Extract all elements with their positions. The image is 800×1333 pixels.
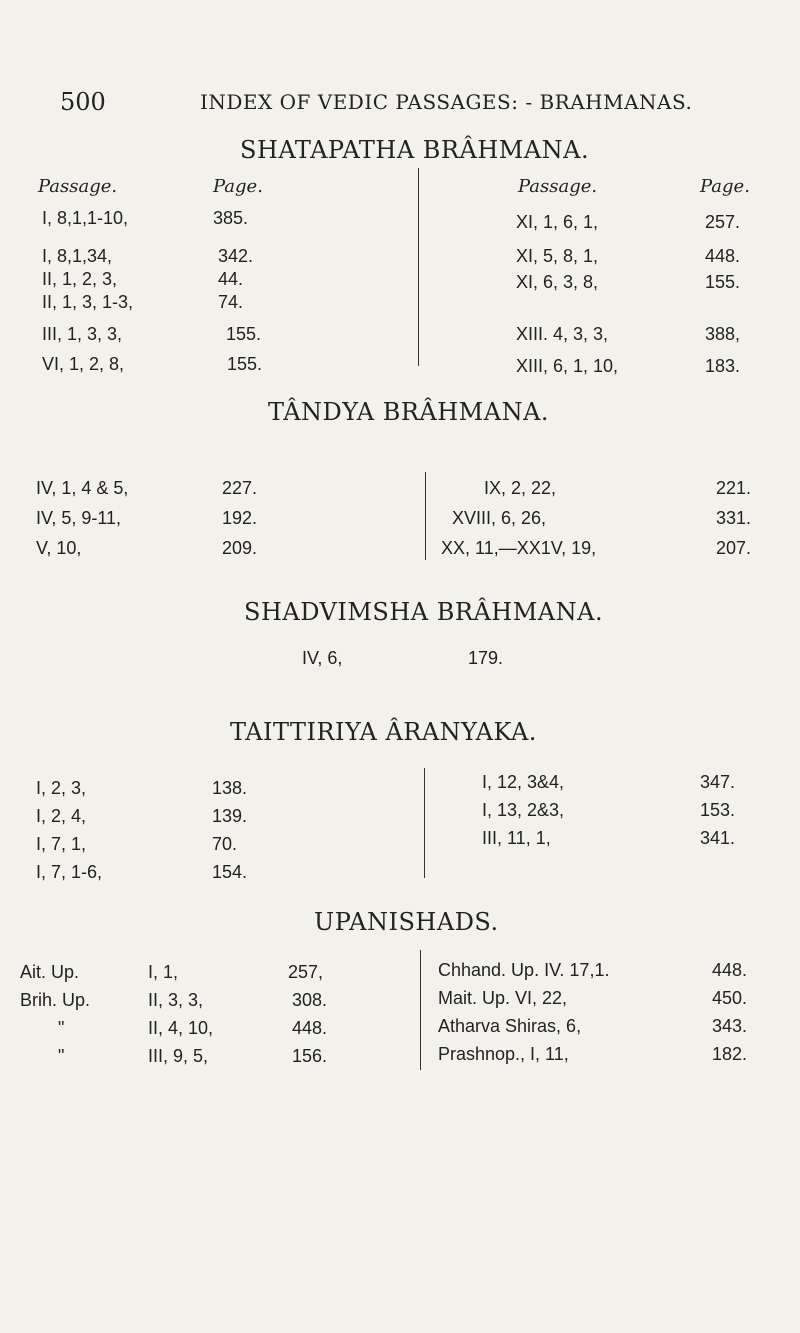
page-ref: 154. [212, 862, 248, 882]
page-ref: 341. [700, 828, 736, 848]
page-ref: 182. [712, 1044, 748, 1064]
page-ref: 155. [227, 354, 263, 374]
page-ref: 343. [712, 1016, 748, 1036]
page-ref: 209. [222, 538, 258, 558]
page-ref: 227. [222, 478, 258, 498]
passage-ref: XI, 5, 8, 1, [516, 246, 599, 266]
page-number: 500 [60, 88, 106, 116]
section-title-shatapatha: SHATAPATHA BRÂHMANA. [240, 136, 590, 164]
page-ref: 192. [222, 508, 258, 528]
page-ref: 138. [212, 778, 248, 798]
passage-ref: I, 2, 4, [36, 806, 87, 826]
work-abbrev: Brih. Up. [20, 990, 91, 1010]
page-ref: 179. [468, 648, 504, 668]
page-ref: 183. [705, 356, 741, 376]
page-ref: 385. [213, 208, 249, 228]
page-ref: 448. [705, 246, 741, 266]
column-header-passage: Passage. [38, 176, 118, 197]
passage-ref: XI, 6, 3, 8, [516, 272, 599, 292]
passage-ref: XIII. 4, 3, 3, [516, 324, 609, 344]
page-ref: 388, [705, 324, 741, 344]
column-divider [418, 168, 419, 366]
passage-ref: I, 12, 3&4, [482, 772, 565, 792]
ditto-mark: " [58, 1018, 65, 1038]
passage-ref: VI, 1, 2, 8, [42, 354, 125, 374]
page-ref: 70. [212, 834, 238, 854]
section-title-tandya: TÂNDYA BRÂHMANA. [268, 398, 550, 426]
page-ref: 207. [716, 538, 752, 558]
running-title: INDEX OF VEDIC PASSAGES: - BRAHMANAS. [200, 90, 693, 114]
passage-ref: XVIII, 6, 26, [452, 508, 547, 528]
page-ref: 257, [288, 962, 324, 982]
passage-ref: IV, 5, 9-11, [36, 508, 122, 528]
page-ref: 342. [218, 246, 254, 266]
passage-ref: Chhand. Up. IV. 17,1. [438, 960, 610, 980]
passage-ref: XIII, 6, 1, 10, [516, 356, 619, 376]
section-title-upanishads: UPANISHADS. [314, 908, 499, 936]
passage-ref: XI, 1, 6, 1, [516, 212, 599, 232]
section-title-taittiriya: TAITTIRIYA ÂRANYAKA. [230, 718, 537, 746]
page-ref: 139. [212, 806, 248, 826]
ditto-mark: " [58, 1046, 65, 1066]
page-ref: 156. [292, 1046, 328, 1066]
page-ref: 308. [292, 990, 328, 1010]
page-ref: 347. [700, 772, 736, 792]
page-ref: 331. [716, 508, 752, 528]
column-header-page: Page. [213, 176, 263, 197]
passage-ref: II, 4, 10, [148, 1018, 214, 1038]
page-ref: 44. [218, 269, 244, 289]
page-ref: 448. [712, 960, 748, 980]
page-ref: 221. [716, 478, 752, 498]
passage-ref: I, 8,1,1-10, [42, 208, 129, 228]
page-ref: 153. [700, 800, 736, 820]
work-abbrev: Ait. Up. [20, 962, 80, 982]
column-divider [420, 950, 421, 1070]
passage-ref: V, 10, [36, 538, 82, 558]
column-header-passage: Passage. [518, 176, 598, 197]
passage-ref: I, 8,1,34, [42, 246, 113, 266]
page-ref: 74. [218, 292, 244, 312]
page-ref: 155. [705, 272, 741, 292]
passage-ref: III, 1, 3, 3, [42, 324, 123, 344]
passage-ref: II, 1, 2, 3, [42, 269, 118, 289]
column-header-page: Page. [700, 176, 750, 197]
column-divider [424, 768, 425, 878]
passage-ref: Atharva Shiras, 6, [438, 1016, 582, 1036]
passage-ref: XX, 11,—XX1V, 19, [441, 538, 597, 558]
page-ref: 155. [226, 324, 262, 344]
passage-ref: IV, 1, 4 & 5, [36, 478, 129, 498]
passage-ref: II, 3, 3, [148, 990, 204, 1010]
passage-ref: I, 13, 2&3, [482, 800, 565, 820]
page-ref: 257. [705, 212, 741, 232]
passage-ref: I, 1, [148, 962, 179, 982]
passage-ref: Mait. Up. VI, 22, [438, 988, 568, 1008]
passage-ref: I, 2, 3, [36, 778, 87, 798]
passage-ref: III, 11, 1, [482, 828, 551, 848]
passage-ref: IX, 2, 22, [484, 478, 557, 498]
passage-ref: II, 1, 3, 1-3, [42, 292, 134, 312]
passage-ref: I, 7, 1, [36, 834, 87, 854]
section-title-shadvimsha: SHADVIMSHA BRÂHMANA. [244, 598, 604, 626]
page-ref: 450. [712, 988, 748, 1008]
column-divider [425, 472, 426, 560]
passage-ref: IV, 6, [302, 648, 343, 668]
page-ref: 448. [292, 1018, 328, 1038]
passage-ref: Prashnop., I, 11, [438, 1044, 569, 1064]
passage-ref: III, 9, 5, [148, 1046, 209, 1066]
passage-ref: I, 7, 1-6, [36, 862, 103, 882]
